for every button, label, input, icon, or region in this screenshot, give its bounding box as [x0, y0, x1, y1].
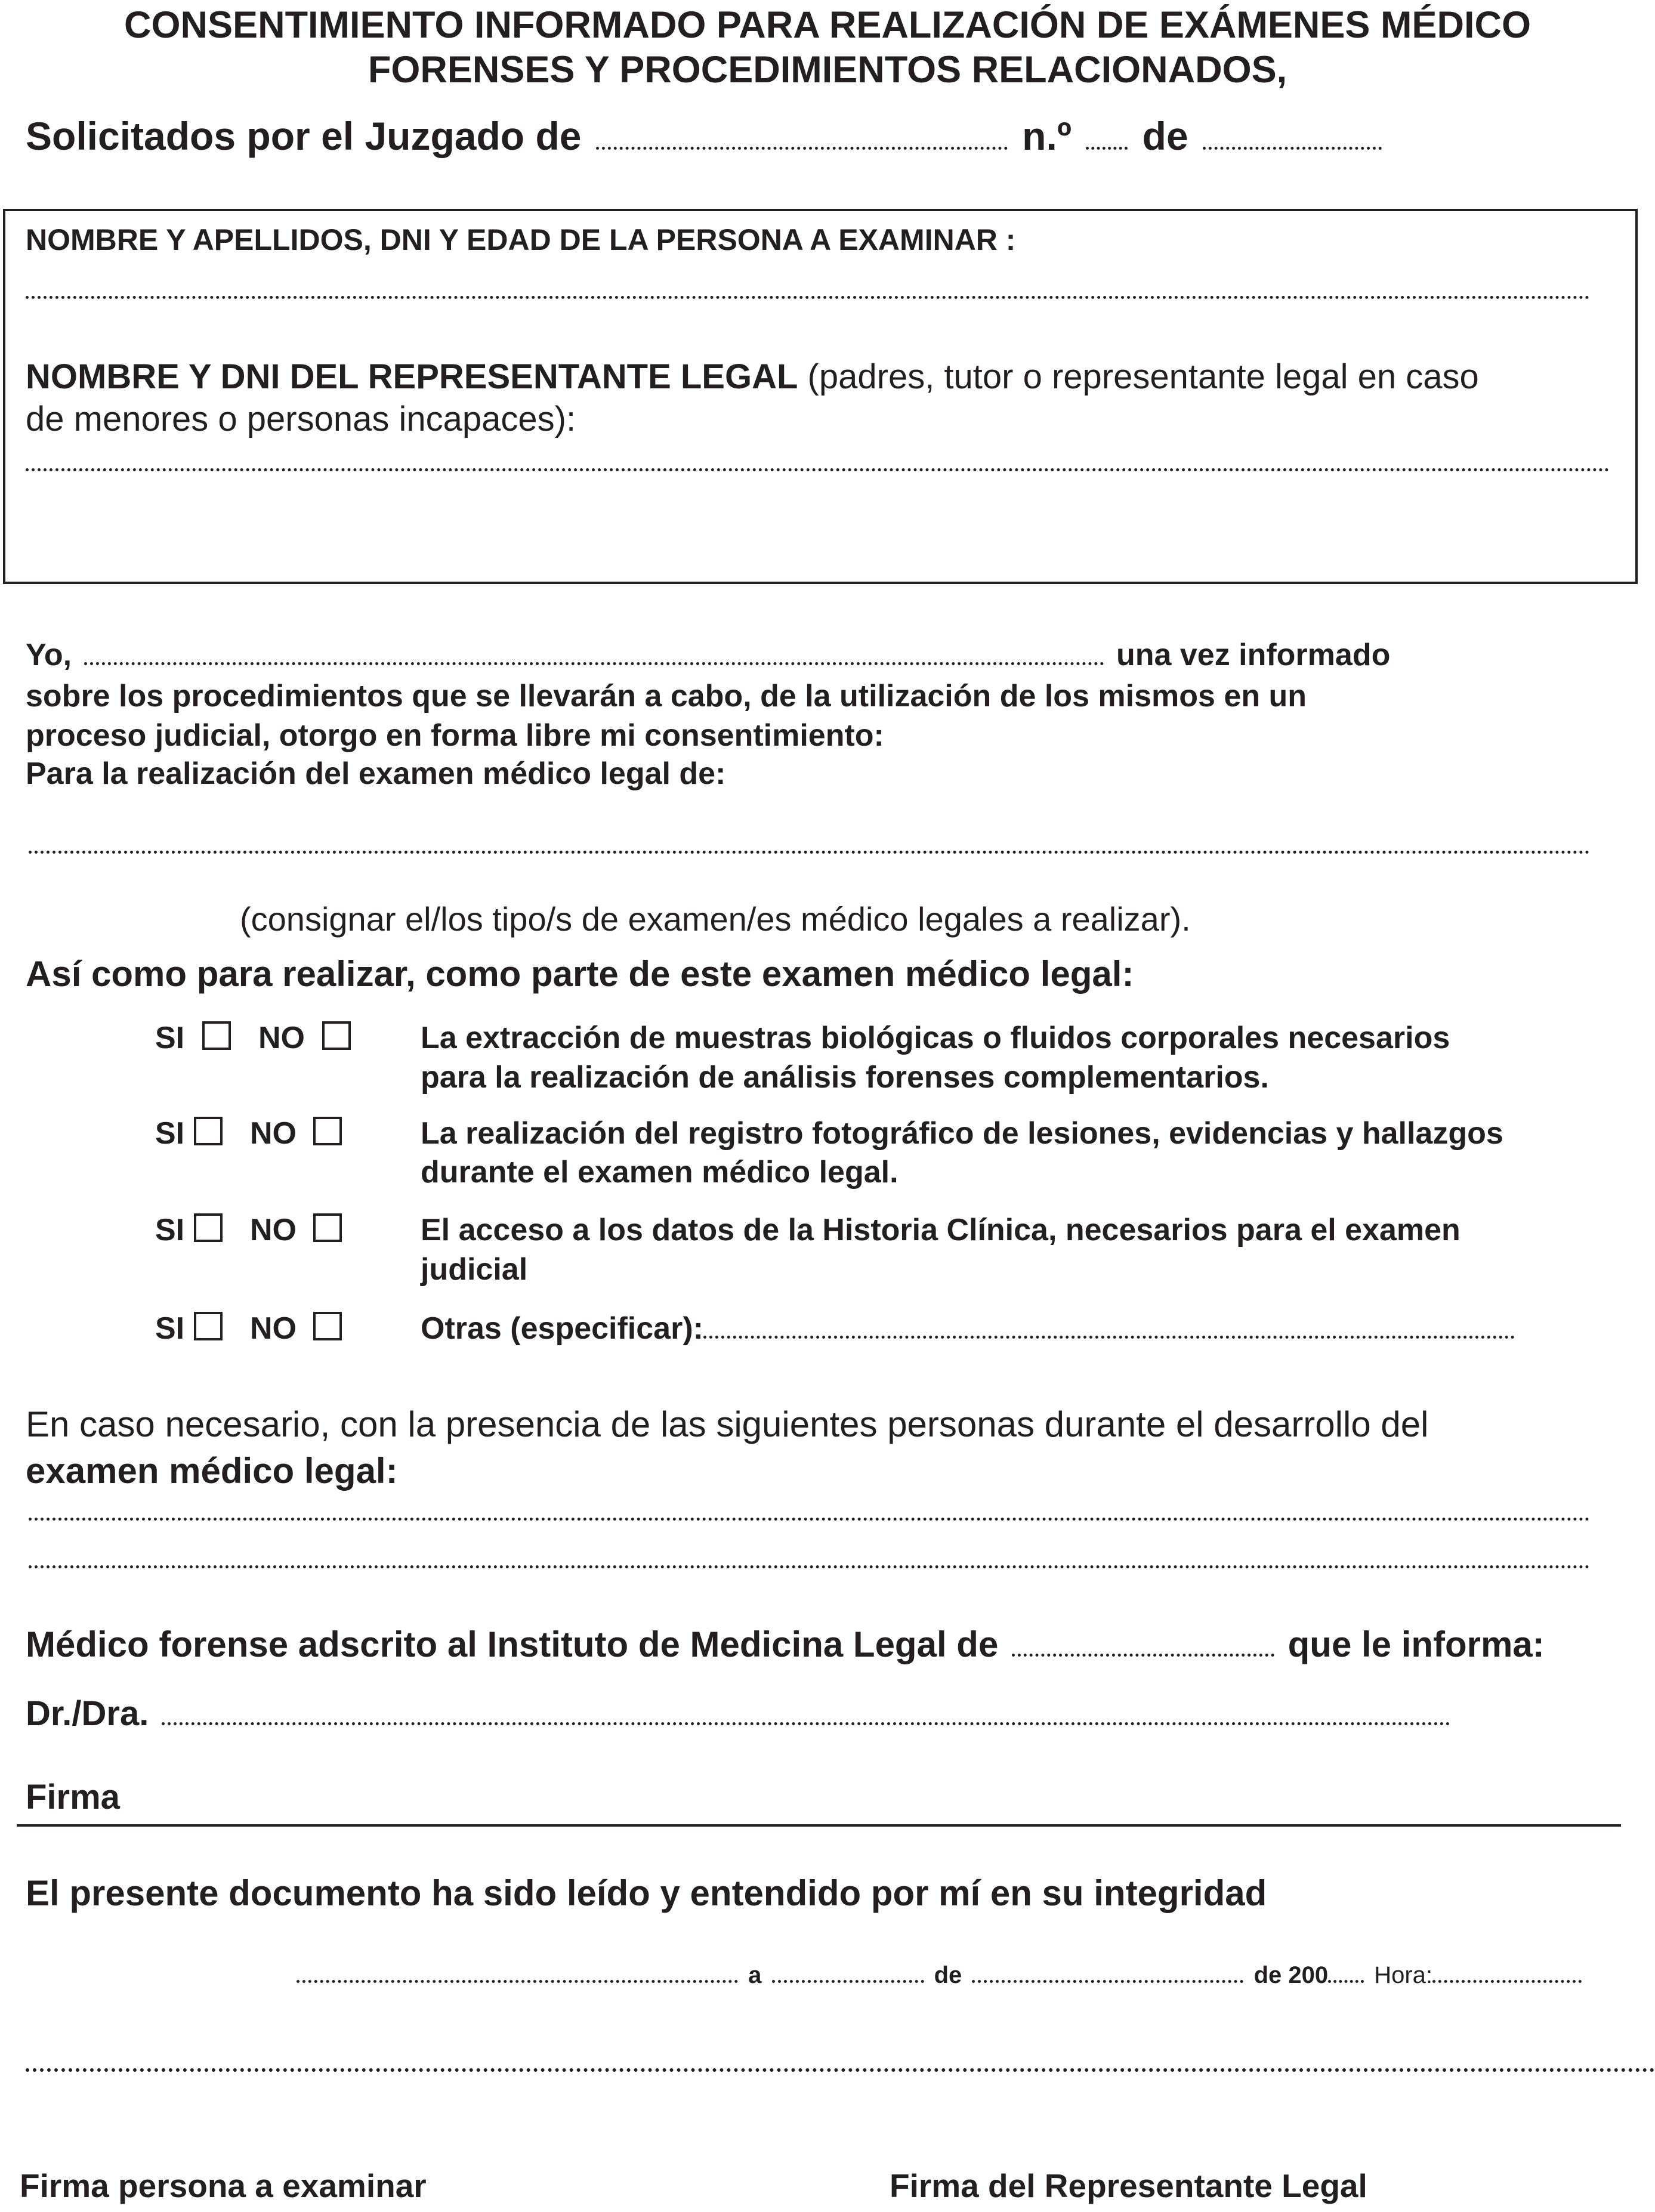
representative-signature-label: Firma del Representante Legal [890, 2167, 1367, 2204]
no-label: NO [250, 1311, 297, 1346]
person-field[interactable] [26, 296, 1590, 299]
yes-label: SI [155, 1021, 185, 1055]
consent-line-3: proceso judicial, otorgo en forma libre mi consentimiento: [26, 718, 884, 753]
also-heading: Así como para realizar, como parte de este examen médico legal: [26, 954, 1134, 994]
no-label: NO [258, 1021, 305, 1055]
court-field[interactable] [596, 147, 1008, 150]
hour-label: Hora: [1374, 1962, 1433, 1988]
consent-line-1 [26, 637, 1390, 674]
doctor-institute-line [26, 1623, 1545, 1666]
option-text: La extracción de muestras biológicas o fluidos corporales necesarios [421, 1021, 1450, 1055]
representative-label [26, 356, 1479, 398]
no-checkbox-samples[interactable] [322, 1021, 351, 1050]
option-text: El acceso a los datos de la Historia Clínica, necesarios para el examen [421, 1213, 1461, 1247]
yes-label: SI [155, 1213, 185, 1247]
consent-line-4: Para la realización del examen médico legal de: [26, 756, 726, 791]
representative-label-note: (padres, tutor o representante legal en caso [807, 357, 1479, 396]
option-text: La realización del registro fotográfico de lesiones, evidencias y hallazgos [421, 1116, 1503, 1151]
consent-line-2: sobre los procedimientos que se llevarán a cabo, de la utilización de los mismos en un [26, 679, 1307, 713]
case-year-field[interactable] [1203, 147, 1382, 150]
no-label: NO [250, 1213, 297, 1247]
yes-label: SI [155, 1311, 185, 1346]
date-a-label: a [748, 1962, 762, 1988]
yes-checkbox-other[interactable] [194, 1312, 223, 1340]
informed-label: una vez informado [1116, 638, 1391, 672]
date-line [297, 1961, 1585, 1989]
other-specify-field[interactable] [703, 1336, 1515, 1339]
no-checkbox-other[interactable] [313, 1312, 342, 1340]
representative-field[interactable] [26, 468, 1610, 471]
doctor-name-field[interactable] [162, 1722, 1450, 1725]
number-label: n.º [1022, 114, 1072, 158]
option-text: durante el examen médico legal. [421, 1155, 898, 1190]
institute-label: Médico forense adscrito al Instituto de Medicina Legal de [26, 1624, 999, 1664]
person-label: NOMBRE Y APELLIDOS, DNI Y EDAD DE LA PERSONA A EXAMINAR : [26, 223, 1016, 257]
yes-checkbox-photos[interactable] [194, 1117, 223, 1145]
doctor-name-line [26, 1693, 1454, 1735]
doctor-signature-label: Firma [26, 1778, 120, 1816]
presence-field-2[interactable] [29, 1565, 1590, 1568]
doctor-signature-line[interactable] [17, 1824, 1621, 1827]
case-number-field[interactable] [1086, 147, 1128, 150]
presence-line-1: En caso necesario, con la presencia de las siguientes personas durante el desarrollo del [26, 1404, 1429, 1444]
option-other [421, 1310, 1518, 1347]
presence-field-1[interactable] [29, 1518, 1590, 1521]
yes-checkbox-samples[interactable] [202, 1021, 231, 1050]
year-label: de 200 [1253, 1962, 1329, 1988]
presence-line-2: examen médico legal: [26, 1451, 398, 1491]
day-field[interactable] [772, 1980, 924, 1983]
representative-label-line2: de menores o personas incapaces): [26, 400, 576, 438]
title-line-2: FORENSES Y PROCEDIMIENTOS RELACIONADOS, [368, 49, 1287, 91]
option-text: Otras (especificar): [421, 1311, 703, 1346]
signatures-line[interactable] [26, 2068, 1655, 2072]
option-text: para la realización de análisis forenses complementarios. [421, 1060, 1269, 1095]
yes-label: SI [155, 1116, 185, 1151]
no-label: NO [250, 1116, 297, 1151]
yes-checkbox-records[interactable] [194, 1213, 223, 1242]
representative-label-bold: NOMBRE Y DNI DEL REPRESENTANTE LEGAL [26, 357, 798, 396]
institute-field[interactable] [1012, 1654, 1274, 1657]
requested-by-label: Solicitados por el Juzgado de [26, 114, 582, 158]
yo-label: Yo, [26, 638, 72, 672]
doctor-label: Dr./Dra. [26, 1694, 149, 1733]
month-field[interactable] [972, 1980, 1243, 1983]
read-statement: El presente documento ha sido leído y entendido por mí en su integridad [26, 1873, 1267, 1913]
year-field[interactable] [1328, 1980, 1364, 1983]
title-line-1: CONSENTIMIENTO INFORMADO PARA REALIZACIÓN DE EXÁMENES MÉDICO [124, 4, 1531, 46]
date-de-label: de [934, 1962, 962, 1988]
court-request-line [26, 113, 1385, 160]
exam-type-field[interactable] [29, 851, 1590, 854]
informs-label: que le informa: [1287, 1624, 1545, 1664]
option-text: judicial [421, 1252, 528, 1287]
person-signature-label: Firma persona a examinar [20, 2167, 427, 2204]
no-checkbox-records[interactable] [313, 1213, 342, 1242]
exam-type-hint: (consignar el/los tipo/s de examen/es médico legales a realizar). [240, 900, 1191, 938]
consenting-name-field[interactable] [84, 662, 1104, 665]
no-checkbox-photos[interactable] [313, 1117, 342, 1145]
hour-field[interactable] [1432, 1980, 1582, 1983]
of-label: de [1142, 114, 1188, 158]
place-field[interactable] [297, 1980, 738, 1983]
